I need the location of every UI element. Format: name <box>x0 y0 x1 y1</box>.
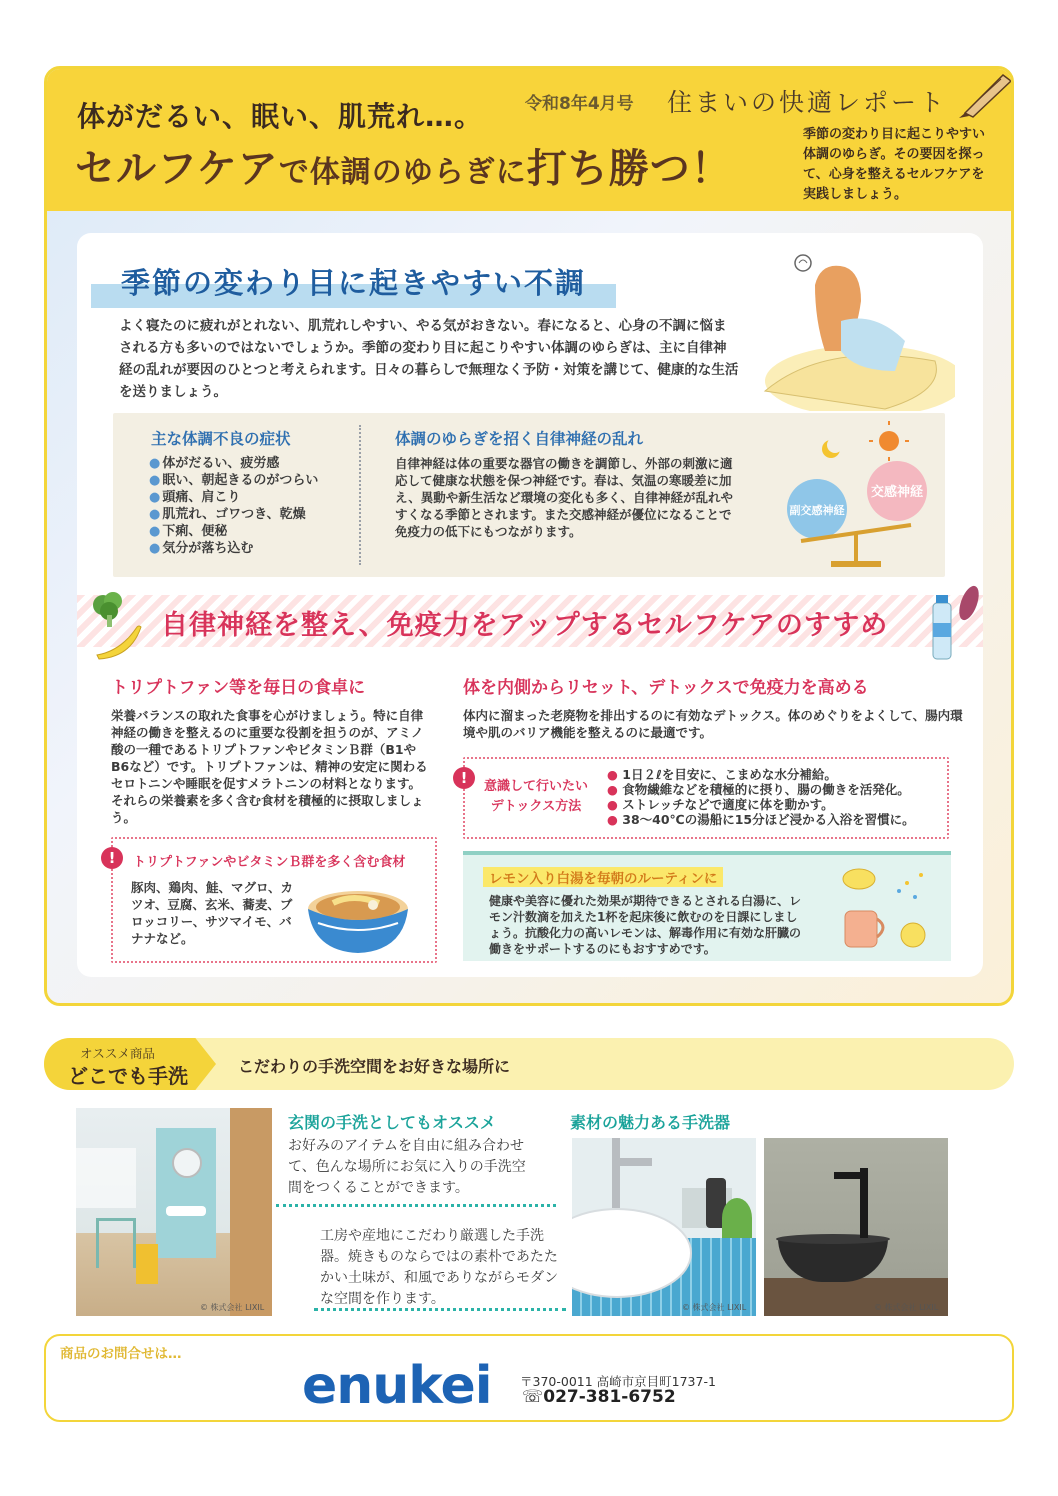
lemon-body: 健康や美容に優れた効果が期待できるとされる白湯に、レモン汁数滴を加えた1杯を起床後に飲むのを日課にしましょう。抗酸化力の高いレモンは、解毒作用に有効な肝臓の働きをサポートするのにもおすすめです。 <box>489 894 802 956</box>
fountain-pen-icon <box>957 69 1014 119</box>
intro-note: 季節の変わり目に起こりやすい体調のゆらぎ。その要因を探って、心身を整えるセルフケアを実践しましょう。 <box>803 127 986 202</box>
black-bowl-photo <box>764 1138 948 1316</box>
entrance-title: 玄関の手洗としてもオススメ <box>288 1113 496 1132</box>
series-title: 住まいの快適レポート <box>667 88 948 117</box>
headline-2a: セルフケア <box>75 146 279 192</box>
headline-1: 体がだるい、眠い、肌荒れ…。 <box>77 100 484 133</box>
food-column-body: 栄養バランスの取れた食事を心がけましょう。特に自律神経の働きを整えるのに重要な役割を担うのが、アミノ酸の一種であるトリプトファンやビタミンＢ群（B1やB6など）です。トリプトファンは、精神の安定に関わるセロトニンや睡眠を促すメラトニンの材料となります。それらの栄養素を多く含む食材を積極的に摂取しましょう。 <box>111 708 428 825</box>
headline-2 <box>75 137 732 194</box>
section1-title: 季節の変わり目に起きやすい不調 <box>91 255 616 308</box>
exclamation-icon: ! <box>101 847 123 869</box>
recommend-subtitle: こだわりの手洗空間をお好きな場所に <box>238 1057 511 1076</box>
section1-body: よく寝たのに疲れがとれない、肌荒れしやすい、やる気がおきない。春になると、心身の不調に悩まされる方も多いのではないでしょうか。季節の変わり目に起こりやすい体調のゆらぎは、主に自律神経の乱れが要因のひとつと考えられます。日々の暮らしで無理なく予防・対策を講じて、健康的な生活を送りましょう。 <box>119 318 739 400</box>
cause-title: 体調のゆらぎを招く自律神経の乱れ <box>395 430 644 448</box>
tel-number[interactable]: 027-381-6752 <box>543 1387 676 1407</box>
headline-2c: 打ち勝つ！ <box>526 146 732 192</box>
entrance-text: お好みのアイテムを自由に組み合わせて、色んな場所にお気に入りの手洗空間をつくることができます。 <box>288 1138 526 1196</box>
content-card <box>77 233 983 977</box>
list-item: ● 眠い、朝起きるのがつらい <box>149 473 319 488</box>
dotted-divider <box>314 1308 566 1311</box>
list-item: ● 体がだるい、疲労感 <box>149 456 280 471</box>
list-item: ● 下痢、便秘 <box>149 524 228 539</box>
company-address: 〒370-0011 高崎市京目町1737-1 <box>520 1374 716 1389</box>
cause-body: 自律神経は体の重要な器官の働きを調節し、外部の刺激に適応して健康な状態を保つ神経です。春は、気温の寒暖差に加え、異動や新生活など環境の変化も多く、自律神経が乱れやすくなる季節とされます。また交感神経が優位になることで免疫力の低下にもつながります。 <box>395 456 734 539</box>
lemon-water-illustration <box>825 861 935 957</box>
food-column-title: トリプトファン等を毎日の食卓に <box>111 678 366 698</box>
sympathetic-label: 交感神経 <box>870 485 924 500</box>
balance-scale-illustration <box>761 421 941 571</box>
photo-credit: © 株式会社 LIXIL <box>200 1303 265 1312</box>
section2-title: 自律神経を整え、免疫力をアップするセルフケアのすすめ <box>161 610 889 641</box>
list-item: ● 気分が落ち込む <box>149 541 254 556</box>
company-tel <box>522 1387 676 1407</box>
food-box-title: トリプトファンやビタミンＢ群を多く含む食材 <box>133 855 406 870</box>
headline-2b: で体調のゆらぎに <box>278 155 527 190</box>
list-item: ● ストレッチなどで適度に体を動かす。 <box>607 797 834 812</box>
water-bottle-sweet-potato-icon <box>913 583 983 663</box>
soba-bowl-illustration <box>303 873 413 959</box>
food-list: 豚肉、鶏肉、鮭、マグロ、カツオ、豆腐、玄米、蕎麦、ブロッコリー、サツマイモ、バナナなど。 <box>131 880 294 946</box>
detox-column-title: 体を内側からリセット、デトックスで免疫力を高める <box>463 678 869 698</box>
company-logo: enukei <box>302 1356 492 1416</box>
list-item: ● 38～40℃の湯船に15分ほど浸かる入浴を習慣に。 <box>607 812 915 827</box>
info-panel <box>113 413 945 577</box>
material-text: 工房や産地にこだわり厳選した手洗器。焼きものならではの素朴であたたかい土味が、和風でありながらモダンな空間を作ります。 <box>320 1228 559 1307</box>
phone-icon: ☏ <box>522 1387 544 1407</box>
broccoli-banana-icon <box>87 591 157 661</box>
detox-list <box>607 767 915 827</box>
detox-label <box>473 777 599 817</box>
parasympathetic-label: 副交感神経 <box>789 504 845 517</box>
symptoms-list <box>149 455 318 557</box>
detox-label-line1: 意識して行いたい <box>483 779 588 794</box>
list-item: ● 食物繊維などを積極的に摂り、腸の働きを活発化。 <box>607 782 910 797</box>
list-item: ● 1日２ℓを目安に、こまめな水分補給。 <box>607 767 837 782</box>
detox-column-body: 体内に溜まった老廃物を排出するのに有効なデトックス。体のめぐりをよくして、腸内環境や肌のバリア機能を整えるのに最適です。 <box>463 708 963 740</box>
photo-credit: © 株式会社 LIXIL <box>874 1303 939 1312</box>
entrance-handwash-photo <box>76 1108 272 1316</box>
recommend-small-label: オススメ商品 <box>80 1046 155 1061</box>
material-title: 素材の魅力ある手洗器 <box>570 1113 731 1132</box>
photo-credit: © 株式会社 LIXIL <box>682 1303 747 1312</box>
list-item: ● 肌荒れ、ゴワつき、乾燥 <box>149 507 306 522</box>
lemon-title: レモン入り白湯を毎朝のルーティンに <box>483 867 723 887</box>
contact-label: 商品のお問合せは… <box>60 1346 182 1362</box>
list-item: ● 頭痛、肩こり <box>149 490 241 505</box>
symptoms-title: 主な体調不良の症状 <box>151 430 291 448</box>
white-bowl-photo <box>572 1138 756 1316</box>
main-frame <box>44 66 1014 1006</box>
sleepy-woman-illustration <box>745 241 955 411</box>
dotted-divider <box>276 1204 556 1207</box>
divider <box>359 425 361 565</box>
exclamation-icon: ! <box>453 767 475 789</box>
recommend-product-name: どこでも手洗 <box>68 1064 188 1088</box>
detox-label-line2: デトックス方法 <box>490 799 582 814</box>
issue-date: 令和8年4月号 <box>525 94 634 114</box>
header <box>47 69 1011 211</box>
